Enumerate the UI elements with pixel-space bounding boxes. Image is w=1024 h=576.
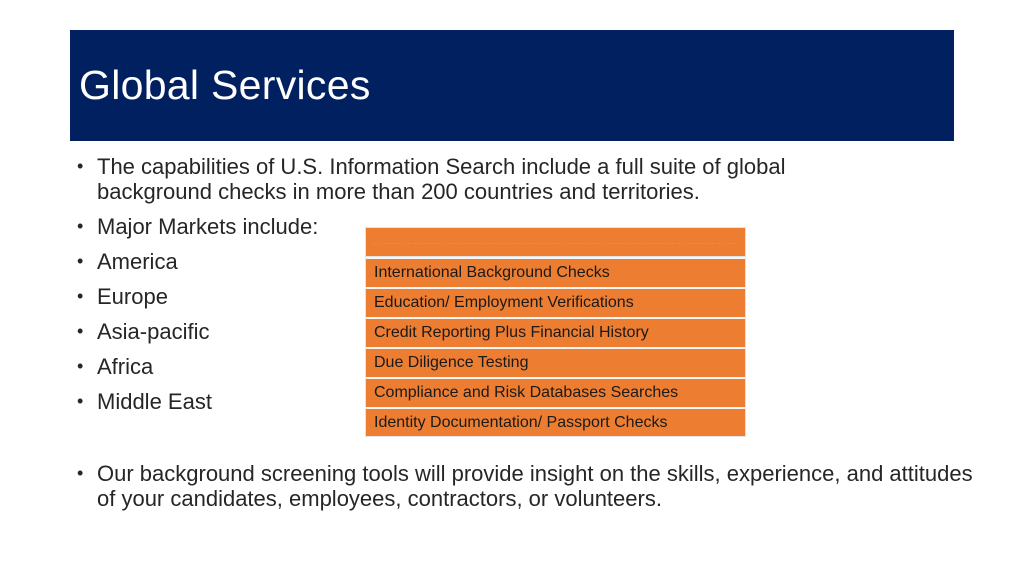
bullet-text: Asia-pacific <box>97 319 210 344</box>
closing-bullet <box>76 461 976 511</box>
table-row: Education/ Employment Verifications <box>365 287 746 317</box>
bullet-text: Africa <box>97 354 154 379</box>
bullet-item <box>76 461 976 511</box>
table-row: Compliance and Risk Databases Searches <box>365 377 746 407</box>
bullet-icon: • <box>77 216 84 236</box>
bullet-item <box>76 154 857 204</box>
bullet-icon: • <box>77 156 84 176</box>
bullet-icon: • <box>77 251 84 271</box>
title-banner <box>70 30 954 141</box>
table-row: International Background Checks <box>365 257 746 287</box>
bullet-text: The capabilities of U.S. Information Search include a full suite of global background checks in more than 200 countries and territories. <box>97 154 786 204</box>
bullet-icon: • <box>77 391 84 411</box>
bullet-text: Our background screening tools will provide insight on the skills, experience, and attitudes of your candidates, employees, contractors, or volunteers. <box>97 461 973 511</box>
table-header <box>365 227 746 257</box>
bullet-text: Middle East <box>97 389 212 414</box>
bullet-text: Major Markets include: <box>97 214 319 239</box>
table-row: Due Diligence Testing <box>365 347 746 377</box>
table-row: Credit Reporting Plus Financial History <box>365 317 746 347</box>
bullet-icon: • <box>77 321 84 341</box>
bullet-icon: • <box>77 356 84 376</box>
bullet-icon: • <box>77 463 84 483</box>
table-row: Identity Documentation/ Passport Checks <box>365 407 746 437</box>
bullet-icon: • <box>77 286 84 306</box>
slide-title: Global Services <box>79 62 371 108</box>
services-table <box>365 227 746 437</box>
bullet-text: Europe <box>97 284 168 309</box>
header-divider <box>373 243 735 245</box>
bullet-text: America <box>97 249 178 274</box>
